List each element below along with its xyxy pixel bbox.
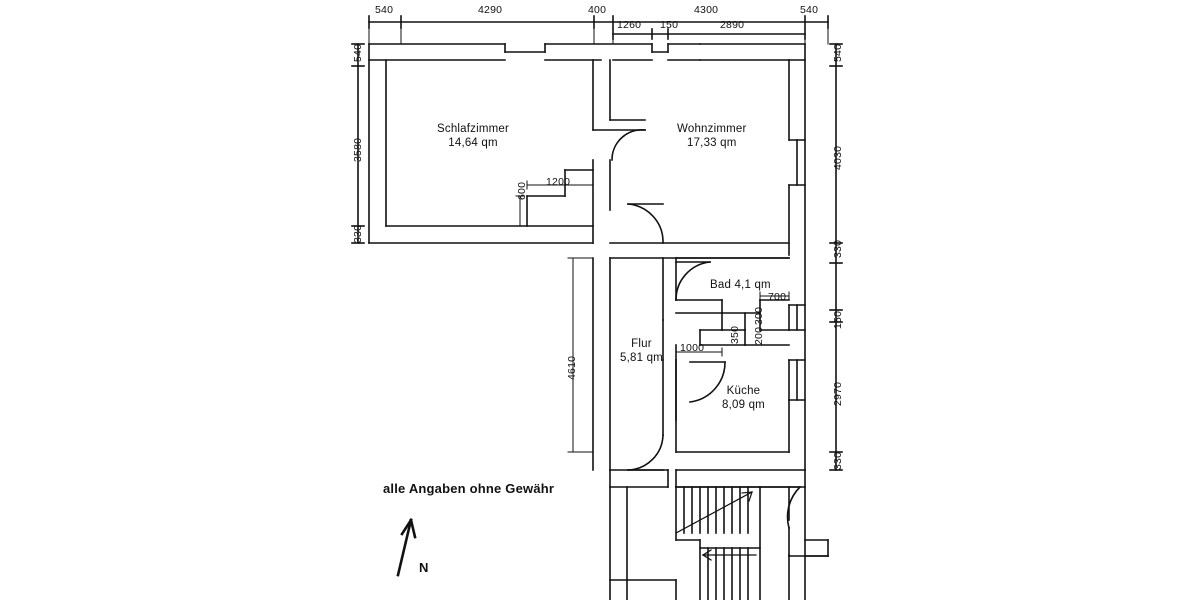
dim-interior-4610: 4610 xyxy=(566,355,578,380)
dim-interior-300: 300 xyxy=(753,306,765,325)
room-name-bad: Bad 4,1 qm xyxy=(710,279,771,291)
north-arrow-label: N xyxy=(419,560,429,575)
room-name-wohnzimmer: Wohnzimmer xyxy=(677,123,747,135)
room-label-kueche xyxy=(722,384,765,413)
dim-right-540: 540 xyxy=(832,43,844,62)
room-label-flur xyxy=(620,337,663,366)
dim-top-2890: 2890 xyxy=(720,19,745,31)
room-name-flur: Flur xyxy=(631,338,652,350)
dim-interior-200: 200 xyxy=(753,326,765,345)
dim-interior-1000: 1000 xyxy=(680,342,705,354)
room-name-kueche: Küche xyxy=(726,385,761,397)
room-area-kueche: 8,09 qm xyxy=(722,399,765,412)
dim-top-150: 150 xyxy=(660,19,679,31)
dim-interior-700: 700 xyxy=(768,291,787,303)
dim-right-150: 150 xyxy=(832,310,844,329)
dim-interior-600: 600 xyxy=(516,181,528,200)
room-name-schlafzimmer: Schlafzimmer xyxy=(437,123,510,135)
dim-right-330-upper: 330 xyxy=(832,239,844,258)
dim-top-4290: 4290 xyxy=(478,4,503,16)
dim-left-540: 540 xyxy=(352,43,364,62)
room-area-wohnzimmer: 17,33 qm xyxy=(686,137,737,150)
dim-top-4300: 4300 xyxy=(694,4,719,16)
dim-right-4030: 4030 xyxy=(832,145,844,170)
dim-left-330: 330 xyxy=(352,224,364,243)
dim-top-540-right: 540 xyxy=(800,4,819,16)
room-area-flur: 5,81 qm xyxy=(620,352,663,365)
dim-top-400: 400 xyxy=(588,4,607,16)
room-label-wohnzimmer xyxy=(677,122,747,151)
dim-interior-350: 350 xyxy=(729,325,741,344)
dim-right-2970: 2970 xyxy=(832,381,844,406)
disclaimer-text: alle Angaben ohne Gewähr xyxy=(383,481,555,496)
dim-left-3580: 3580 xyxy=(352,137,364,162)
dim-right-330-lower: 330 xyxy=(832,451,844,470)
room-label-bad xyxy=(710,278,771,292)
dim-top-1260: 1260 xyxy=(617,19,642,31)
dim-top-540-left: 540 xyxy=(375,4,394,16)
dim-interior-1200: 1200 xyxy=(546,176,571,188)
room-label-schlafzimmer xyxy=(437,122,509,151)
room-area-schlafzimmer: 14,64 qm xyxy=(448,137,498,150)
